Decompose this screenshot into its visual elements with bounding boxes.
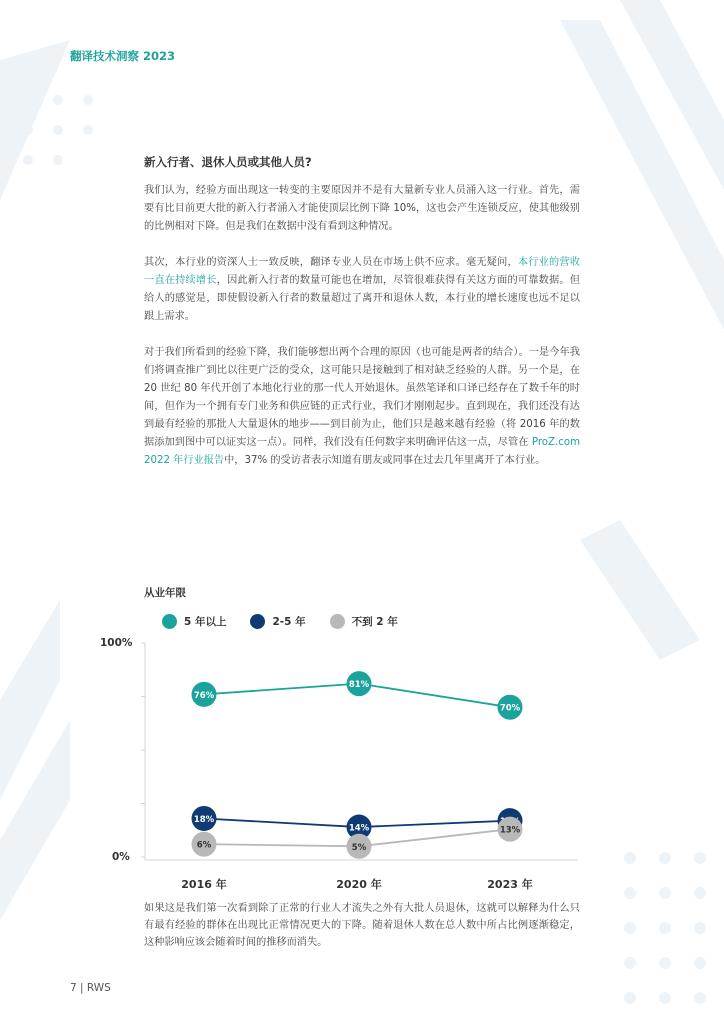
paragraph-3-text-b: 中，37% 的受访者表示知道有朋友或同事在过去几年里离开了本行业。 — [224, 455, 546, 466]
data-label-2-1: 5% — [351, 842, 367, 853]
brand-name: RWS — [86, 982, 111, 994]
proz-report-link[interactable]: ProZ.com 2022 年行业报告 — [144, 437, 580, 466]
data-label-0-2: 70% — [499, 703, 521, 714]
chart-caption: 如果这是我们第一次看到除了正常的行业人才流失之外有大批人员退休，这就可以解释为什么只有最有经验的群体在出现比正常情况更大的下降。随着退休人数在总人数中所占比例逐渐稳定，这种影响应该会随着时间的推移而消失。 — [144, 903, 580, 948]
x-tick-label-0: 2016 年 — [181, 878, 227, 891]
y-tick-label-min: 0% — [112, 851, 130, 863]
data-label-2-0: 6% — [196, 840, 212, 851]
data-label-0-1: 81% — [348, 680, 370, 691]
legend-label-under2: 不到 2 年 — [351, 616, 398, 628]
data-label-1-1: 14% — [348, 823, 370, 834]
paragraph-3-text-a: 对于我们所看到的经验下降，我们能够想出两个合理的原因（也可能是两者的结合）。一是今年我们将调查推广到比以往更广泛的受众，这可能只是接触到了相对缺乏经验的人群。另一个是，在 20 世纪 80 年代开创了本地化行业的那一代人开始退休。虽然笔译和口译已经存在了数千年的时间，但作为一个拥有专门业务和供应链的正式行业，我们才刚刚起步。直到现在，我们还没有达到最有经验的那批人大量退休的地步——到目前为止，他们只是越来越有经验（将 2016 年的数据添加到图中可以证实这一点）。同样，我们没有任何数字来明确评估这一点，尽管在 — [144, 347, 580, 448]
x-tick-label-2: 2023 年 — [487, 878, 533, 891]
data-label-2-2: 13% — [499, 825, 521, 836]
x-tick-label-1: 2020 年 — [336, 878, 382, 891]
section-heading: 新入行者、退休人员或其他人员? — [144, 155, 312, 169]
revenue-growth-link[interactable]: 本行业的营收一直在持续增长 — [144, 257, 581, 286]
paragraph-2-text-a: 其次，本行业的资深人士一致反映，翻译专业人员在市场上供不应求。毫无疑问， — [144, 257, 518, 268]
y-tick-label-max: 100% — [100, 637, 133, 649]
page-number: 7 — [70, 982, 77, 994]
footer-separator: | — [80, 982, 84, 994]
data-label-0-0: 76% — [193, 690, 215, 701]
chart-title: 从业年限 — [144, 587, 186, 599]
data-label-1-0: 18% — [193, 814, 215, 825]
legend-label-5plus: 5 年以上 — [184, 616, 227, 628]
legend-label-2to5: 2-5 年 — [272, 616, 306, 628]
page-footer — [70, 982, 111, 994]
paragraph-1: 我们认为，经验方面出现这一转变的主要原因并不是有大量新专业人员涌入这一行业。首先，需要有比目前更大批的新入行者涌入才能使顶层比例下降 10%，这也会产生连锁反应，使其他级别的比例相对下降。但是我们在数据中没有看到这种情况。 — [144, 185, 580, 232]
paragraph-2-text-b: ，因此新入行者的数量可能也在增加，尽管很难获得有关这方面的可靠数据。但给人的感觉是，即使假设新入行者的数量超过了离开和退休人数，本行业的增长速度也远不足以跟上需求。 — [144, 275, 580, 322]
report-title: 翻译技术洞察 2023 — [70, 49, 176, 63]
